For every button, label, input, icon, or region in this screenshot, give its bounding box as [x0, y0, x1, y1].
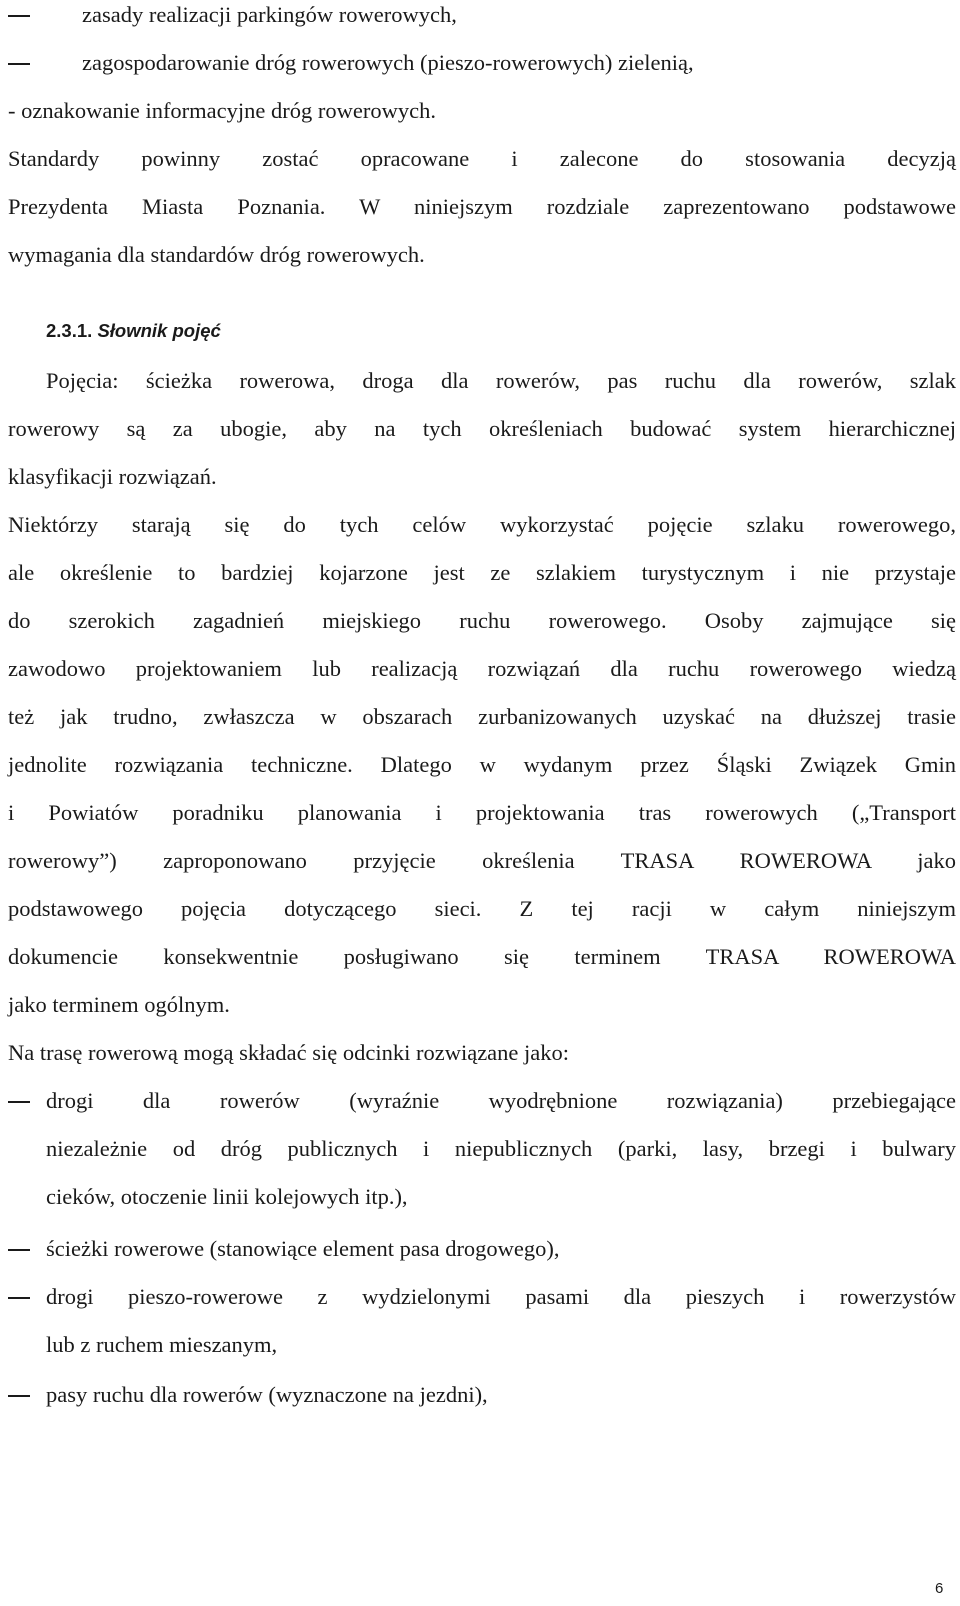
paragraph-line: Prezydenta Miasta Poznania. W niniejszym rozdziale zaprezentowano podstawowe — [8, 194, 956, 219]
list-item: ścieżki rowerowe (stanowiące element pasa drogowego), — [46, 1236, 560, 1261]
section-number: 2.3.1. — [46, 320, 93, 341]
list-item: cieków, otoczenie linii kolejowych itp.), — [46, 1184, 408, 1209]
list-dash — [8, 1101, 30, 1103]
list-dash — [8, 63, 30, 65]
page-number: 6 — [935, 1580, 944, 1597]
paragraph-line: wymagania dla standardów dróg rowerowych. — [8, 242, 425, 267]
section-heading — [46, 318, 221, 344]
paragraph-line: Niektórzy starają się do tych celów wykorzystać pojęcie szlaku rowerowego, — [8, 512, 956, 537]
paragraph-line: klasyfikacji rozwiązań. — [8, 464, 217, 489]
list-item: pasy ruchu dla rowerów (wyznaczone na jezdni), — [46, 1382, 488, 1407]
paragraph-line: rowerowy”) zaproponowano przyjęcie określenia TRASA ROWEROWA jako — [8, 848, 956, 873]
paragraph-line: zawodowo projektowaniem lub realizacją rozwiązań dla ruchu rowerowego wiedzą — [8, 656, 956, 681]
paragraph-line: dokumencie konsekwentnie posługiwano się terminem TRASA ROWEROWA — [8, 944, 956, 969]
list-dash — [8, 1395, 30, 1397]
paragraph-line: jako terminem ogólnym. — [8, 992, 230, 1017]
list-dash — [8, 1297, 30, 1299]
list-dash — [8, 15, 30, 17]
paragraph-line: Standardy powinny zostać opracowane i zalecone do stosowania decyzją — [8, 146, 956, 171]
list-item: drogi dla rowerów (wyraźnie wyodrębnione rozwiązania) przebiegające — [46, 1088, 956, 1113]
list-dash — [8, 1249, 30, 1251]
paragraph-line: jednolite rozwiązania techniczne. Dlatego w wydanym przez Śląski Związek Gmin — [8, 752, 956, 777]
list-item: zasady realizacji parkingów rowerowych, — [82, 2, 457, 27]
paragraph-line: Pojęcia: ścieżka rowerowa, droga dla rowerów, pas ruchu dla rowerów, szlak — [46, 368, 956, 393]
paragraph-line: Na trasę rowerową mogą składać się odcinki rozwiązane jako: — [8, 1040, 570, 1065]
paragraph-line: ale określenie to bardziej kojarzone jest ze szlakiem turystycznym i nie przystaje — [8, 560, 956, 585]
list-item: - oznakowanie informacyjne dróg rowerowych. — [8, 98, 436, 123]
list-item: zagospodarowanie dróg rowerowych (pieszo-rowerowych) zielenią, — [82, 50, 694, 75]
paragraph-line: do szerokich zagadnień miejskiego ruchu rowerowego. Osoby zajmujące się — [8, 608, 956, 633]
paragraph-line: rowerowy są za ubogie, aby na tych określeniach budować system hierarchicznej — [8, 416, 956, 441]
list-item: drogi pieszo-rowerowe z wydzielonymi pasami dla pieszych i rowerzystów — [46, 1284, 956, 1309]
list-item: lub z ruchem mieszanym, — [46, 1332, 278, 1357]
paragraph-line: podstawowego pojęcia dotyczącego sieci. Z tej racji w całym niniejszym — [8, 896, 956, 921]
paragraph-line: i Powiatów poradniku planowania i projektowania tras rowerowych („Transport — [8, 800, 956, 825]
section-title: Słownik pojęć — [97, 320, 221, 341]
paragraph-line: też jak trudno, zwłaszcza w obszarach zurbanizowanych uzyskać na dłuższej trasie — [8, 704, 956, 729]
list-item: niezależnie od dróg publicznych i niepublicznych (parki, lasy, brzegi i bulwary — [46, 1136, 956, 1161]
